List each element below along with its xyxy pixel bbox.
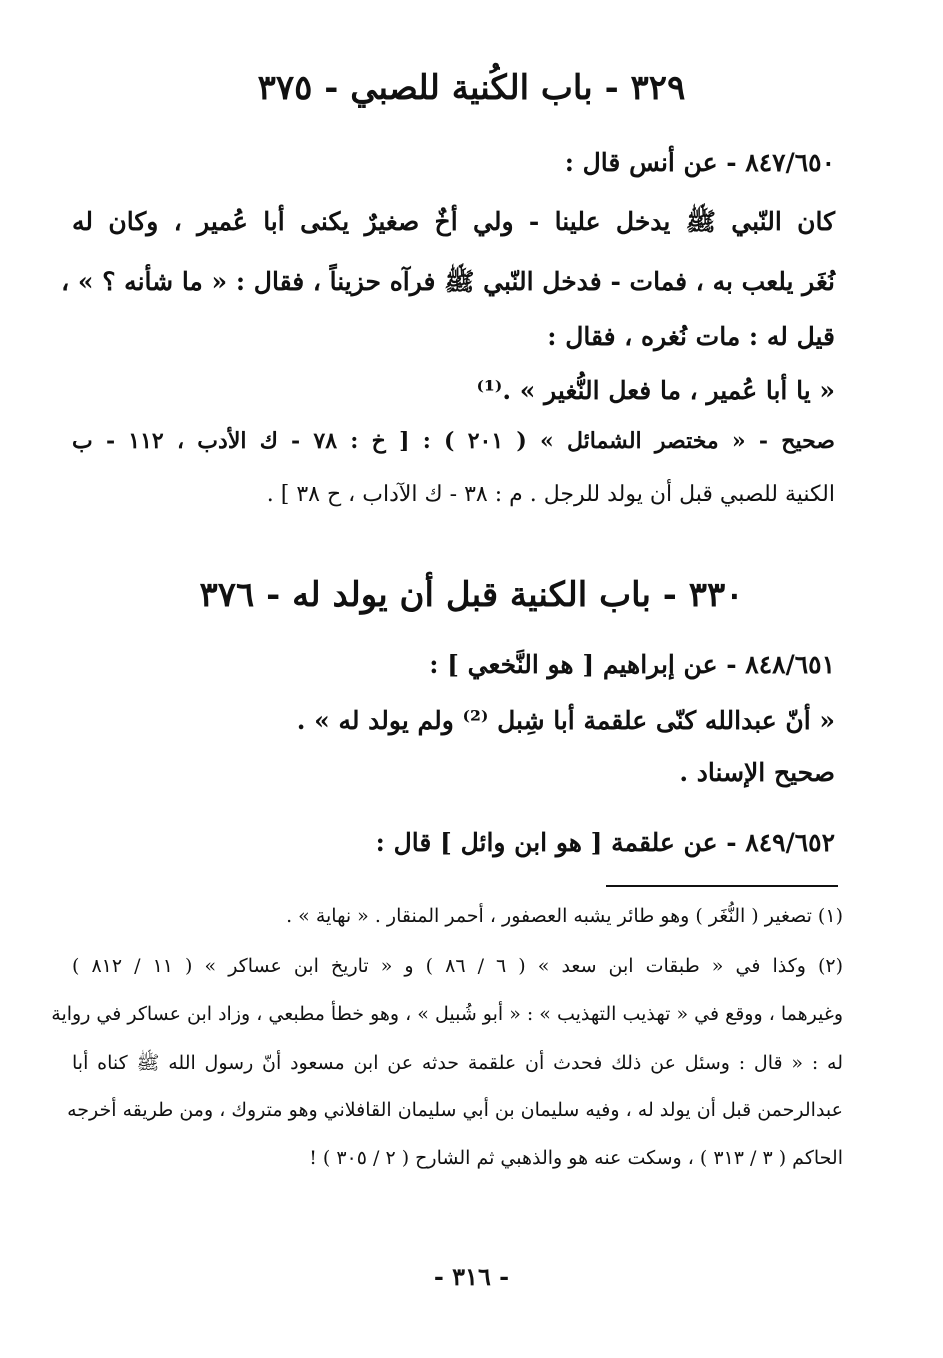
footnote-divider <box>606 885 838 887</box>
grading-line: الكنية للصبي قبل أن يولد للرجل . م : ٣٨ - ك الآداب ، ح ٣٨ ] . <box>266 482 835 507</box>
grading-line: صحيح الإسناد . <box>679 758 835 787</box>
grading-line: صحيح - « مختصر الشمائل » ( ٢٠١ ) : [ خ : ٧٨ - ك الأدب ، ١١٢ - ب <box>72 428 835 454</box>
footnote-line: له : « قال : وسئل عن ذلك فحدث أن علقمة حدثه عن ابن مسعود أنّ رسول الله ﷺ كناه أبا <box>72 1052 843 1074</box>
footnote-line: (١) تصغير ( النُّغَر ) وهو طائر يشبه العصفور ، أحمر المنقار . « نهاية » . <box>286 905 843 927</box>
footnote-line: وغيرهما ، ووقع في « تهذيب التهذيب » : « أبو شُبيل » ، وهو خطأ مطبعي ، وزاد ابن عساكر في رواية <box>51 1003 843 1025</box>
footnote-line: الحاكم ( ٣ / ٣١٣ ) ، وسكت عنه هو والذهبي ثم الشارح ( ٢ / ٣٠٥ ) ! <box>309 1147 843 1169</box>
footnote-line: عبدالرحمن قبل أن يولد له ، وفيه سليمان بن أبي سليمان القافلاني وهو متروك ، ومن طريقه أخرجه <box>67 1099 843 1121</box>
footnote-line: (٢) وكذا في « طبقات ابن سعد » ( ٦ / ٨٦ ) و « تاريخ ابن عساكر » ( ١١ / ٨١٢ ) <box>72 955 844 977</box>
page-number: - ٣١٦ - <box>433 1262 510 1291</box>
chapter-heading: ٣٢٩ - باب الكُنية للصبي - ٣٧٥ <box>257 68 686 108</box>
chapter-heading: ٣٣٠ - باب الكنية قبل أن يولد له - ٣٧٦ <box>199 575 744 615</box>
hadith-text-line: « أنّ عبدالله كنّى علقمة أبا شِبل ⁽²⁾ ولم يولد له » . <box>296 706 835 735</box>
hadith-text-line: قيل له : مات نُغره ، فقال : <box>547 322 835 351</box>
hadith-number: ٨٤٧/٦٥٠ - عن أنس قال : <box>564 148 835 177</box>
hadith-number: ٨٤٩/٦٥٢ - عن علقمة [ هو ابن وائل ] قال : <box>375 828 835 857</box>
hadith-number: ٨٤٨/٦٥١ - عن إبراهيم [ هو النَّخعي ] : <box>429 650 835 679</box>
hadith-text-line: نُغَر يلعب به ، فمات - فدخل النّبي ﷺ فرآه حزيناً ، فقال : « ما شأنه ؟ » ، <box>61 267 835 296</box>
hadith-text-line: « يا أبا عُمير ، ما فعل النُّغير » .⁽¹⁾ <box>476 376 835 405</box>
hadith-text-line: كان النّبي ﷺ يدخل علينا - ولي أخٌ صغيرٌ يكنى أبا عُمير ، وكان له <box>72 207 835 236</box>
